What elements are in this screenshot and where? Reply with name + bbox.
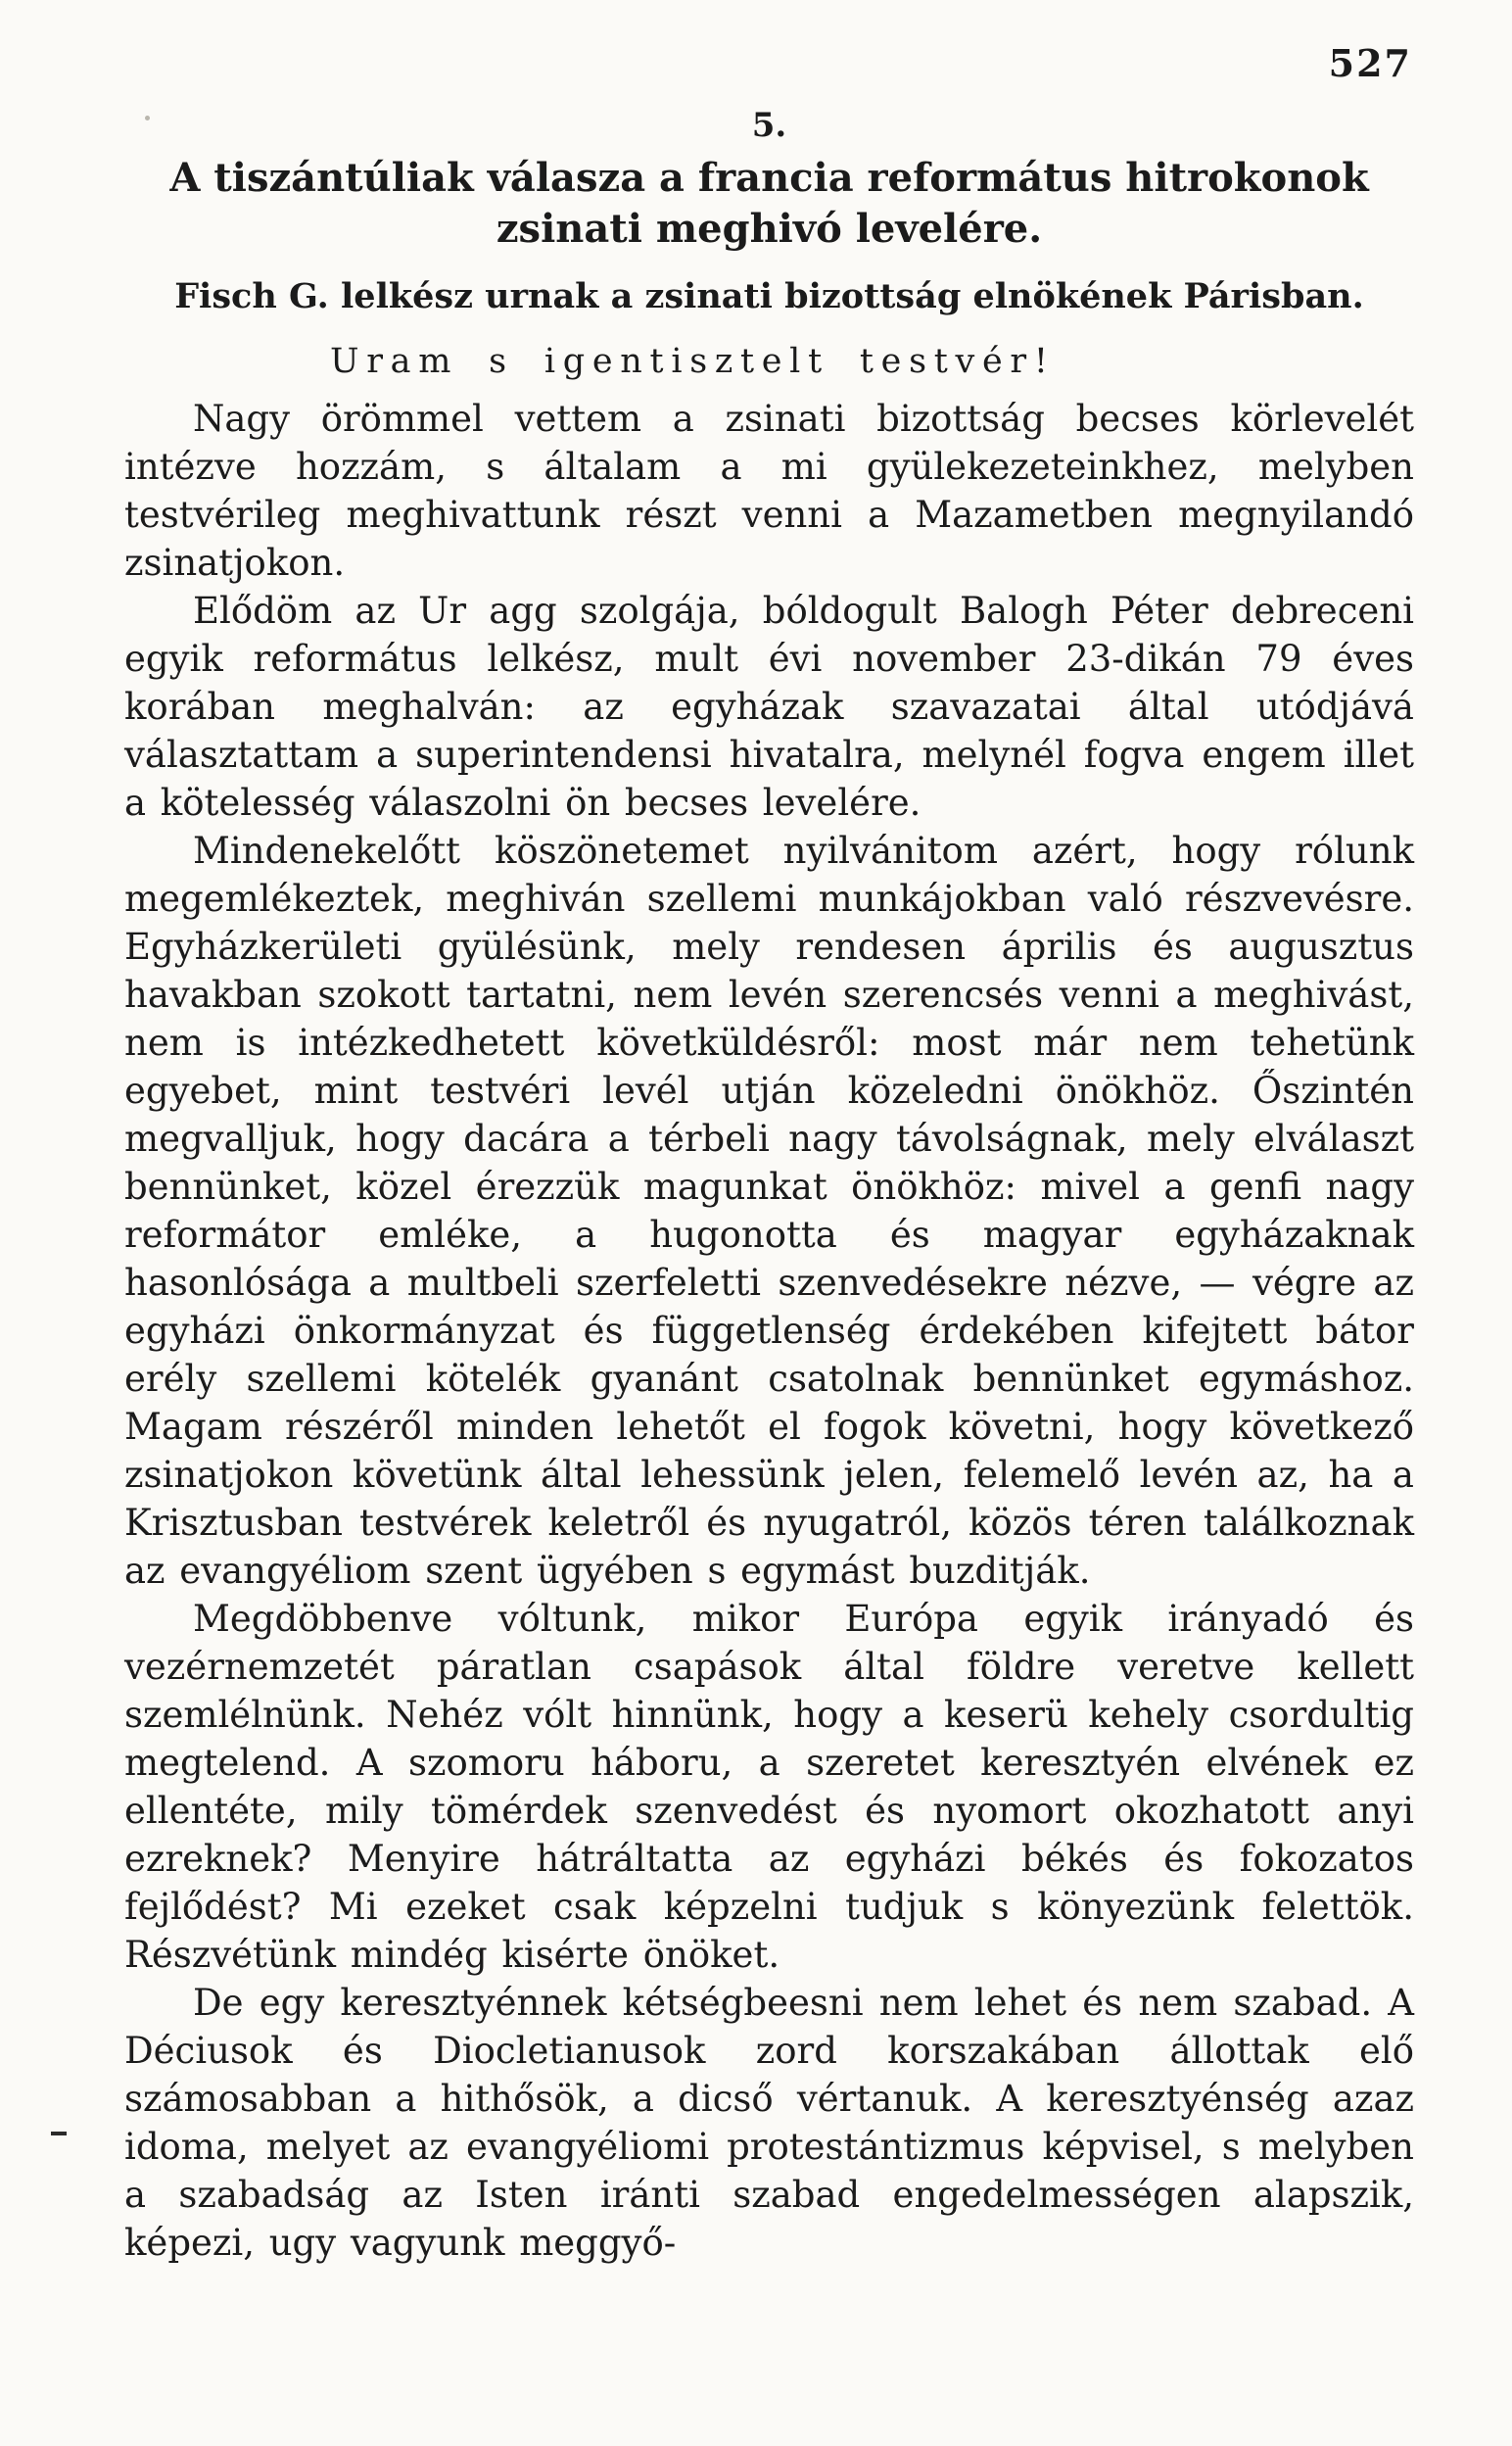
section-number: 5. — [751, 106, 787, 145]
title-line-2: zsinati meghivó levelére. — [496, 206, 1043, 252]
letter-body — [124, 395, 1414, 2267]
paragraph: Nagy örömmel vettem a zsinati bizottság becses körlevelét intézve hozzám, s általam a mi gyülekezeteinkhez, melyben testvérileg meghivattunk részt venni a Mazametben megnyilandó zsinatjokon. — [124, 398, 1414, 584]
margin-mark-artifact — [51, 2132, 67, 2135]
title-line-1: A tiszántúliak válasza a francia református hitrokonok — [169, 155, 1369, 201]
paragraph: De egy keresztyénnek kétségbeesni nem lehet és nem szabad. A Déciusok és Diocletianusok zord korszakában állottak elő számosabban a hithősök, a dicső vértanuk. A keresztyénség azaz idoma, melyet az evangyéliomi protestántizmus képvisel, s melyben a szabadság az Isten iránti szabad engedelmességen alapszik, képezi, ugy vagyunk meggyő- — [124, 1982, 1414, 2264]
paragraph: Megdöbbenve vóltunk, mikor Európa egyik irányadó és vezérnemzetét páratlan csapások által földre veretve kellett szemlélnünk. Nehéz vólt hinnünk, hogy a keserü kehely csordultig megtelend. A szomoru háboru, a szeretet keresztyén elvének ez ellentéte, mily tömérdek szenvedést és nyomort okozhatott anyi ezreknek? Menyire hátráltatta az egyházi békés és fokozatos fejlődést? Mi ezeket csak képzelni tudjuk s könyezünk felettök. Részvétünk mindég kisérte önöket. — [124, 1598, 1414, 1976]
paragraph: Elődöm az Ur agg szolgája, bóldogult Balogh Péter debreceni egyik református lelkész, mult évi november 23-dikán 79 éves korában meghalván: az egyházak szavazatai által utódjává választattam a superintendensi hivatalra, melynél fogva engem illet a kötelesség válaszolni ön becses levelére. — [124, 590, 1414, 824]
scan-artifact-speck — [145, 116, 150, 120]
letter-salutation: Uram s igentisztelt testvér! — [330, 342, 1056, 381]
paragraph: Mindenekelőtt köszönetemet nyilvánitom azért, hogy rólunk megemlékeztek, meghiván szellemi munkájokban való részvevésre. Egyházkerületi gyülésünk, mely rendesen április és augusztus havakban szokott tartatni, nem levén szerencsés venni a meghivást, nem is intézkedhetett követküldésről: most már nem tehetünk egyebet, mint testvéri levél utján közeledni önökhöz. Őszintén megvalljuk, hogy dacára a térbeli nagy távolságnak, mely elválaszt bennünket, közel érezzük magunkat önökhöz: mivel a genfi nagy reformátor emléke, a hugonotta és magyar egyházaknak hasonlósága a multbeli szerfeletti szenvedésekre nézve, — végre az egyházi önkormányzat és függetlenség érdekében kifejtett bátor erély szellemi kötelék gyanánt csatolnak bennünket egymáshoz. Magam részéről minden lehetőt el fogok követni, hogy következő zsinatjokon követünk által lehessünk jelen, felemelő levén az, ha a Krisztusban testvérek keletről és nyugatról, közös téren találkoznak az evangyéliom szent ügyében s egymást buzditják. — [124, 830, 1414, 1592]
document-title — [124, 153, 1414, 255]
page-number: 527 — [1328, 41, 1412, 85]
document-subtitle: Fisch G. lelkész urnak a zsinati bizottság elnökének Párisban. — [174, 276, 1364, 316]
